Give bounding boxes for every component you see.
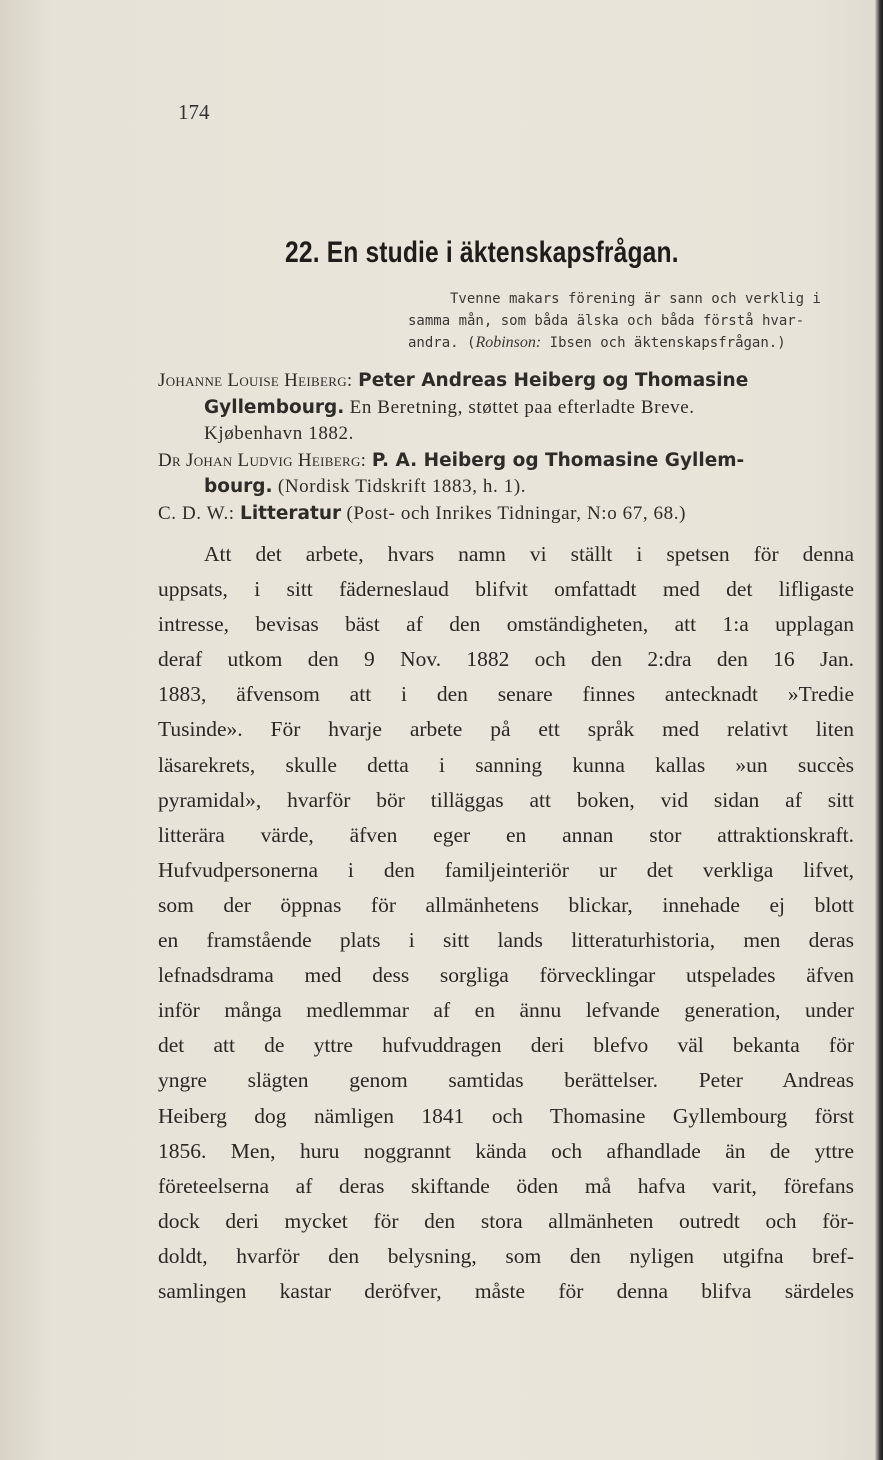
body-line: Tusinde». För hvarje arbete på ett språk med relativt liten — [158, 717, 854, 742]
reference-details: (Nordisk Tidskrift 1883, h. 1). — [277, 476, 527, 497]
page-edge-shadow — [875, 0, 883, 1460]
body-line: företeelserna af deras skiftande öden må hafva varit, förefans — [158, 1173, 854, 1198]
body-line: en framstående plats i sitt lands litteraturhistoria, men deras — [158, 928, 854, 953]
body-line: 1856. Men, huru noggrannt kända och afhandlade än de yttre — [158, 1138, 854, 1163]
epigraph-line: samma mån, som båda älska och båda förstå hvar- — [408, 313, 805, 329]
body-text — [158, 537, 854, 1309]
reference-title: Peter Andreas Heiberg og Thomasine — [358, 370, 749, 391]
reference-author: C. D. W. — [158, 502, 229, 524]
body-line: dock deri mycket för den stora allmänheten outredt och för- — [158, 1208, 854, 1233]
reference-2-cont — [158, 474, 858, 501]
reference-1: Johanne Louise Heiberg: Peter Andreas Heiberg og Thomasine — [158, 370, 749, 391]
body-line: inför många medlemmar af en ännu lefvande generation, under — [158, 998, 854, 1023]
body-line: det att de yttre hufvuddragen deri blefvo väl bekanta för — [158, 1033, 854, 1058]
epigraph-source: Robinson: — [475, 334, 542, 351]
epigraph-text: andra. ( — [408, 335, 476, 351]
body-line: samlingen kastar deröfver, måste för denna blifva särdeles — [158, 1278, 854, 1303]
reference-title: Litteratur — [240, 502, 342, 524]
reference-1-cont — [158, 395, 858, 422]
page-number: 174 — [178, 100, 210, 124]
reference-author: Johanne Louise Heiberg — [158, 370, 347, 391]
body-line: deraf utkom den 9 Nov. 1882 och den 2:dra den 16 Jan. — [158, 647, 854, 672]
reference-title: P. A. Heiberg og Thomasine Gyllem- — [371, 449, 745, 471]
body-line: yngre slägten genom samtidas berättelser. Peter Andreas — [158, 1068, 854, 1093]
reference-1-place: Kjøbenhavn 1882. — [204, 423, 354, 444]
body-line: Heiberg dog nämligen 1841 och Thomasine Gyllembourg först — [158, 1103, 854, 1128]
body-line: intresse, bevisas bäst af den omständigheten, att 1:a upplagan — [158, 612, 854, 637]
body-line: som der öppnas för allmänhetens blickar, innehade ej blott — [158, 892, 854, 917]
body-line: 1883, äfvensom att i den senare finnes antecknadt »Tredie — [158, 682, 854, 707]
body-line: doldt, hvarför den belysning, som den nyligen utgifna bref- — [158, 1243, 854, 1268]
epigraph-line — [408, 332, 854, 354]
references — [158, 368, 858, 527]
body-line: Att det arbete, hvars namn vi ställt i spetsen för denna — [204, 542, 854, 566]
reference-author: Dr Johan Ludvig Heiberg — [158, 449, 361, 471]
body-line: litterära värde, äfven eger en annan stor attraktionskraft. — [158, 822, 854, 847]
body-line: Hufvudpersonerna i den familjeinteriör ur det verkliga lifvet, — [158, 857, 854, 882]
reference-details: En Beretning, støttet paa efterladte Breve. — [349, 396, 695, 418]
chapter-title: 22. En studie i äktenskapsfrågan. — [285, 236, 679, 269]
epigraph-line: Tvenne makars förening är sann och verklig i — [450, 291, 821, 307]
reference-2: Dr Johan Ludvig Heiberg: P. A. Heiberg og Thomasine Gyllem- — [158, 449, 745, 471]
body-line: uppsats, i sitt fäderneslaud blifvit omfattadt med det lifligaste — [158, 577, 854, 602]
reference-title: Gyllembourg. — [204, 396, 345, 418]
reference-3: C. D. W.: Litteratur (Post- och Inrikes Tidningar, N:o 67, 68.) — [158, 502, 687, 524]
reference-title: bourg. — [204, 476, 273, 497]
epigraph — [408, 288, 854, 354]
body-line: läsarekrets, skulle detta i sanning kunna kallas »un succès — [158, 752, 854, 777]
reference-details: (Post- och Inrikes Tidningar, N:o 67, 68.) — [346, 502, 687, 524]
body-line: pyramidal», hvarför bör tilläggas att boken, vid sidan af sitt — [158, 787, 854, 812]
epigraph-text: Ibsen och äktenskapsfrågan.) — [541, 335, 786, 351]
body-line: lefnadsdrama med dess sorgliga förvecklingar utspelades äfven — [158, 963, 854, 988]
